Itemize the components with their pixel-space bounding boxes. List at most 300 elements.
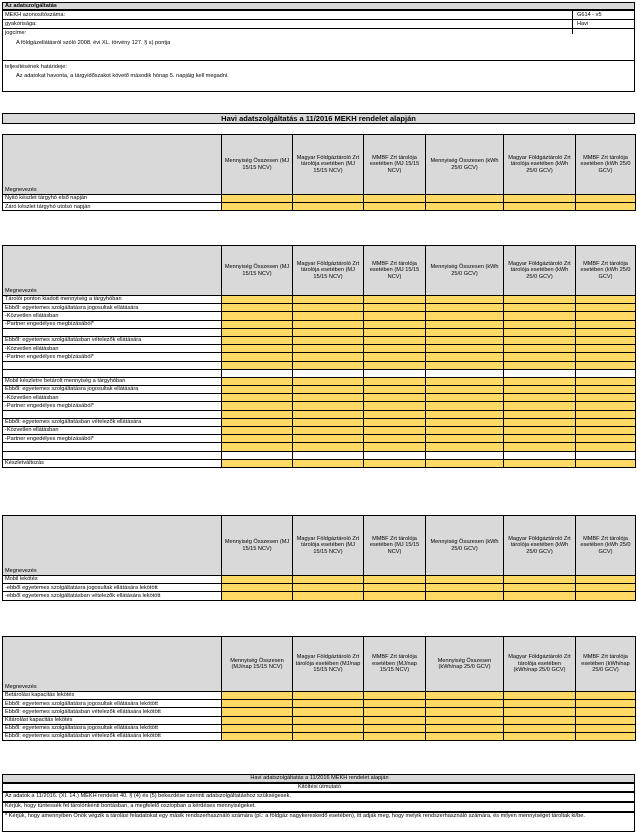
input-cell[interactable] [293,394,364,402]
input-cell[interactable] [426,459,504,467]
input-cell[interactable] [576,328,636,336]
input-cell[interactable] [364,584,426,592]
table-row [3,427,636,435]
input-cell[interactable] [426,592,504,600]
table-row [3,296,636,304]
input-cell[interactable] [293,377,364,385]
column-header: Mennyiség Összesen (MJ 15/15 NCV) [222,516,293,576]
row-label [3,443,222,451]
input-cell[interactable] [293,576,364,584]
deadline-label: teljesítésének határideje: [5,64,67,70]
input-cell[interactable] [576,732,636,740]
input-cell[interactable] [504,320,576,328]
input-cell[interactable] [222,443,293,451]
input-cell[interactable] [576,443,636,451]
column-header: Magyar Földgáztároló Zrt tárolója esetében (kWh 25/0 GCV) [504,135,576,195]
table-mobile-booking [2,515,636,601]
input-cell[interactable] [222,716,293,724]
footer-subtitle: Kitöltési útmutató [2,783,635,792]
row-label: -Közvetlen ellátásban [3,427,222,435]
input-cell[interactable] [364,320,426,328]
footer-line: Az adatok a 11/2016. (XI. 14.) MEKH rendelet 40. § (4) és (5) bekezdése szerinti adatszolgáltatáshoz szükségesek. [2,792,635,802]
table-row [3,576,636,584]
input-cell[interactable] [222,328,293,336]
input-cell[interactable] [504,576,576,584]
column-header: MMBF Zrt tárolója esetében (MJ/nap 15/15 NCV) [364,637,426,692]
row-label: Készletváltozás [3,459,222,467]
table-row [3,304,636,312]
input-cell[interactable] [504,203,576,211]
column-header: Magyar Földgáztároló Zrt tárolója esetében (MJ 15/15 NCV) [293,246,364,296]
footer-title: Havi adatszolgáltatás a 11/2016 MEKH rendelet alapján [2,774,635,783]
input-cell[interactable] [504,584,576,592]
table-row [3,418,636,426]
input-cell[interactable] [576,435,636,443]
input-cell[interactable] [426,435,504,443]
row-label: -Közvetlen ellátásban [3,345,222,353]
input-cell[interactable] [222,320,293,328]
input-cell[interactable] [364,592,426,600]
input-cell [576,451,636,459]
table-row [3,369,636,377]
input-cell[interactable] [222,345,293,353]
input-cell[interactable] [576,312,636,320]
input-cell[interactable] [222,692,293,700]
input-cell[interactable] [293,386,364,394]
name-header: Megnevezés [3,246,222,296]
input-cell[interactable] [222,377,293,385]
name-header: Megnevezés [3,516,222,576]
name-header: Megnevezés [3,637,222,692]
input-cell[interactable] [576,336,636,344]
input-cell[interactable] [364,304,426,312]
input-cell[interactable] [426,296,504,304]
table-row [3,203,636,211]
input-cell[interactable] [293,732,364,740]
input-cell[interactable] [364,410,426,418]
input-cell[interactable] [576,353,636,361]
table-capacity-booking [2,636,636,741]
input-cell[interactable] [364,353,426,361]
row-label: Ebből: egyetemes szolgáltatásra jogosultak ellátására lekötött [3,724,222,732]
input-cell[interactable] [222,386,293,394]
input-cell[interactable] [364,336,426,344]
input-cell[interactable] [293,336,364,344]
input-cell[interactable] [293,296,364,304]
input-cell [576,369,636,377]
input-cell[interactable] [293,592,364,600]
input-cell[interactable] [576,320,636,328]
input-cell[interactable] [293,418,364,426]
input-cell[interactable] [576,692,636,700]
input-cell[interactable] [293,328,364,336]
table-row [3,336,636,344]
table-row [3,353,636,361]
input-cell[interactable] [364,427,426,435]
column-header: MMBF Zrt tárolója esetében (MJ 15/15 NCV) [364,516,426,576]
footer-line: Kérjük, hogy tüntessék fel tárolónkénti bontásban, a megfelelő oszlopban a kérdéses mennyiségeket. [2,802,635,812]
column-header: Mennyiség Összesen (kWh 25/0 GCV) [426,516,504,576]
input-cell[interactable] [222,708,293,716]
input-cell[interactable] [426,361,504,369]
input-cell[interactable] [426,377,504,385]
row-label: -ebből egyetemes szolgáltatásra jogosultak ellátására lekötött [3,584,222,592]
input-cell[interactable] [293,459,364,467]
input-cell[interactable] [222,427,293,435]
input-cell[interactable] [364,418,426,426]
input-cell[interactable] [364,361,426,369]
main-title: Havi adatszolgáltatás a 11/2016 MEKH rendelet alapján [2,113,635,124]
row-label: Betárolási kapacitás lekötés [3,692,222,700]
input-cell[interactable] [222,418,293,426]
input-cell[interactable] [504,732,576,740]
row-label: -Partner engedélyes megbízásából* [3,402,222,410]
input-cell[interactable] [504,435,576,443]
divider [2,60,635,61]
input-cell[interactable] [504,394,576,402]
input-cell[interactable] [504,377,576,385]
input-cell[interactable] [576,296,636,304]
input-cell[interactable] [364,724,426,732]
input-cell[interactable] [504,312,576,320]
input-cell[interactable] [293,410,364,418]
column-header: Mennyiség Összesen (MJ 15/15 NCV) [222,135,293,195]
input-cell[interactable] [576,592,636,600]
row-label: Tárolói ponton kiadott mennyiség a tárgyhóban [3,296,222,304]
column-header: Mennyiség Összesen (MJ 15/15 NCV) [222,246,293,296]
input-cell[interactable] [293,443,364,451]
input-cell [426,369,504,377]
input-cell[interactable] [426,427,504,435]
table-row [3,377,636,385]
input-cell[interactable] [426,443,504,451]
input-cell[interactable] [364,692,426,700]
input-cell[interactable] [222,312,293,320]
input-cell[interactable] [293,312,364,320]
input-cell[interactable] [293,203,364,211]
table-row [3,584,636,592]
input-cell[interactable] [222,361,293,369]
table-row [3,592,636,600]
input-cell[interactable] [364,203,426,211]
table-row [3,708,636,716]
column-header: Mennyiség Összesen (kWh 25/0 GCV) [426,246,504,296]
input-cell[interactable] [426,716,504,724]
table-row [3,402,636,410]
row-label [3,328,222,336]
input-cell [222,451,293,459]
input-cell[interactable] [222,336,293,344]
input-cell[interactable] [222,353,293,361]
input-cell[interactable] [504,427,576,435]
table-row [3,732,636,740]
column-header: MMBF Zrt tárolója esetében (MJ 15/15 NCV) [364,246,426,296]
input-cell[interactable] [504,418,576,426]
input-cell[interactable] [426,700,504,708]
row-label: Ebből: egyetemes szolgáltatásra jogosultak ellátására lekötött [3,700,222,708]
input-cell[interactable] [222,304,293,312]
column-header: MMBF Zrt tárolója esetében (kWh 25/0 GCV) [576,516,636,576]
jog-value: A földgázellátásról szóló 2008. évi XL. törvény 127. § s) pontja [16,40,171,46]
input-cell[interactable] [426,402,504,410]
input-cell[interactable] [576,708,636,716]
input-cell[interactable] [426,410,504,418]
input-cell[interactable] [576,386,636,394]
input-cell[interactable] [576,418,636,426]
input-cell [504,369,576,377]
input-cell[interactable] [504,716,576,724]
row-label: -Partner engedélyes megbízásából* [3,353,222,361]
input-cell[interactable] [364,443,426,451]
row-label: Ebből: egyetemes szolgáltatásra jogosultak ellátására [3,386,222,394]
input-cell[interactable] [222,435,293,443]
input-cell[interactable] [222,700,293,708]
input-cell[interactable] [576,724,636,732]
input-cell [293,451,364,459]
table-row [3,312,636,320]
input-cell[interactable] [504,459,576,467]
input-cell[interactable] [222,394,293,402]
mekh-label: MEKH azonosítószáma: [5,12,66,18]
column-header: Magyar Földgáztároló Zrt tárolója esetében (kWh/nap 25/0 GCV) [504,637,576,692]
input-cell[interactable] [293,320,364,328]
input-cell[interactable] [504,700,576,708]
row-label: -Partner engedélyes megbízásából* [3,320,222,328]
column-header: MMBF Zrt tárolója esetében (kWh 25/0 GCV) [576,135,636,195]
input-cell[interactable] [293,361,364,369]
divider [2,19,635,20]
input-cell[interactable] [504,345,576,353]
input-cell[interactable] [222,203,293,211]
input-cell[interactable] [222,402,293,410]
table-row [3,716,636,724]
input-cell[interactable] [426,576,504,584]
row-label: Záró készlet tárgyhó utolsó napján [3,203,222,211]
input-cell[interactable] [504,361,576,369]
input-cell[interactable] [293,402,364,410]
row-label: Nyitó készlet tárgyhó első napján [3,195,222,203]
row-label: Kitárolási kapacitás lekötés [3,716,222,724]
table-stored-quantities [2,245,636,468]
input-cell[interactable] [426,312,504,320]
column-header: Magyar Földgáztároló Zrt tárolója esetében (kWh 25/0 GCV) [504,516,576,576]
input-cell[interactable] [222,576,293,584]
input-cell[interactable] [426,336,504,344]
input-cell[interactable] [222,724,293,732]
row-label: Ebből: egyetemes szolgáltatásban vételezők ellátására lekötött [3,732,222,740]
column-header: Magyar Földgáztároló Zrt tárolója esetében (kWh 25/0 GCV) [504,246,576,296]
input-cell[interactable] [504,724,576,732]
table-row [3,195,636,203]
input-cell[interactable] [576,394,636,402]
input-cell[interactable] [504,195,576,203]
input-cell[interactable] [576,377,636,385]
input-cell [364,451,426,459]
column-header: Mennyiség Összesen (kWh 25/0 GCV) [426,135,504,195]
row-label: -Közvetlen ellátásban [3,312,222,320]
input-cell[interactable] [364,328,426,336]
input-cell[interactable] [426,692,504,700]
row-label: -Partner engedélyes megbízásából* [3,435,222,443]
divider [572,10,573,34]
input-cell[interactable] [576,402,636,410]
input-cell[interactable] [293,584,364,592]
mekh-value: G614 - v5 [577,12,602,18]
input-cell[interactable] [576,576,636,584]
input-cell[interactable] [364,402,426,410]
input-cell[interactable] [222,584,293,592]
row-label [3,369,222,377]
column-header: Magyar Földgáztároló Zrt tárolója esetében (MJ 15/15 NCV) [293,135,364,195]
input-cell[interactable] [364,732,426,740]
table-row [3,361,636,369]
input-cell [426,451,504,459]
input-cell[interactable] [426,724,504,732]
input-cell[interactable] [576,459,636,467]
row-label: Mobil lekötés [3,576,222,584]
input-cell[interactable] [426,203,504,211]
table-row [3,328,636,336]
input-cell[interactable] [504,402,576,410]
table-row [3,724,636,732]
freq-label: gyakorisága: [5,21,37,27]
column-header: MMBF Zrt tárolója esetében (MJ 15/15 NCV) [364,135,426,195]
input-cell[interactable] [293,724,364,732]
table-row [3,700,636,708]
input-cell[interactable] [293,345,364,353]
row-label: Ebből: egyetemes szolgáltatásban vételezők ellátására [3,336,222,344]
header-box [2,10,635,92]
input-cell[interactable] [504,336,576,344]
input-cell[interactable] [222,592,293,600]
input-cell[interactable] [426,345,504,353]
input-cell[interactable] [504,592,576,600]
table-row [3,345,636,353]
input-cell[interactable] [504,410,576,418]
input-cell[interactable] [222,732,293,740]
input-cell[interactable] [426,304,504,312]
input-cell[interactable] [364,459,426,467]
input-cell[interactable] [364,576,426,584]
deadline-value: Az adatokat havonta, a tárgyidőszakot követő második hónap 5. napjáig kell megadni. [16,73,229,79]
section-title: Az adatszolgáltatás [2,2,635,10]
input-cell[interactable] [576,304,636,312]
input-cell[interactable] [222,459,293,467]
input-cell[interactable] [504,328,576,336]
input-cell[interactable] [293,716,364,724]
input-cell[interactable] [364,394,426,402]
input-cell[interactable] [576,361,636,369]
row-label [3,361,222,369]
input-cell [504,451,576,459]
row-label: Ebből: egyetemes szolgáltatásban vételezők ellátására lekötött [3,708,222,716]
input-cell[interactable] [504,692,576,700]
jog-label: jogcíme: [5,30,27,36]
input-cell[interactable] [364,708,426,716]
input-cell[interactable] [576,203,636,211]
input-cell[interactable] [576,716,636,724]
input-cell[interactable] [504,386,576,394]
row-label: -ebből egyetemes szolgáltatásban vételezők ellátására lekötött [3,592,222,600]
table-opening-closing [2,134,636,211]
table-row [3,451,636,459]
input-cell[interactable] [576,195,636,203]
name-header: Megnevezés [3,135,222,195]
input-cell[interactable] [426,394,504,402]
input-cell[interactable] [293,304,364,312]
input-cell[interactable] [293,195,364,203]
column-header: MMBF Zrt tárolója esetében (kWh/nap 25/0 GCV) [576,637,636,692]
input-cell[interactable] [222,296,293,304]
input-cell[interactable] [504,353,576,361]
input-cell[interactable] [364,345,426,353]
input-cell[interactable] [364,700,426,708]
input-cell[interactable] [576,584,636,592]
input-cell[interactable] [364,195,426,203]
footer-note: * Kérjük, hogy amennyiben Önök végzik a tárolási feladatokat egy másik rendszerhasználó számára (pl.: a földgáz nagykereskedő esetében), itt adják meg, hogy melyik rendszerhasználó számára, és milyen mennyiséget tároltak ki/be. [2,812,635,832]
input-cell[interactable] [364,296,426,304]
row-label: Ebből: egyetemes szolgáltatásban vételezők ellátására [3,418,222,426]
row-label [3,451,222,459]
table-row [3,459,636,467]
row-label: Mobil készletre betárolt mennyiség a tárgyhóban [3,377,222,385]
input-cell[interactable] [576,427,636,435]
input-cell[interactable] [576,700,636,708]
column-header: Mennyiség Összesen (MJ/nap 15/15 NCV) [222,637,293,692]
input-cell[interactable] [364,377,426,385]
input-cell[interactable] [426,708,504,716]
input-cell[interactable] [222,410,293,418]
input-cell[interactable] [576,410,636,418]
input-cell[interactable] [293,692,364,700]
input-cell[interactable] [426,328,504,336]
input-cell[interactable] [504,304,576,312]
input-cell[interactable] [504,443,576,451]
input-cell[interactable] [504,708,576,716]
input-cell[interactable] [293,353,364,361]
input-cell[interactable] [426,386,504,394]
input-cell[interactable] [293,708,364,716]
column-header: Magyar Földgáztároló Zrt tárolója esetében (MJ/nap 15/15 NCV) [293,637,364,692]
table-row [3,443,636,451]
input-cell[interactable] [426,732,504,740]
row-label: -Közvetlen ellátásban [3,394,222,402]
input-cell[interactable] [293,435,364,443]
input-cell[interactable] [576,345,636,353]
input-cell[interactable] [222,195,293,203]
input-cell[interactable] [426,353,504,361]
divider [2,28,635,29]
input-cell[interactable] [364,435,426,443]
input-cell[interactable] [426,418,504,426]
input-cell [364,369,426,377]
input-cell[interactable] [426,584,504,592]
input-cell[interactable] [293,427,364,435]
input-cell[interactable] [426,195,504,203]
column-header: Magyar Földgáztároló Zrt tárolója esetében (MJ 15/15 NCV) [293,516,364,576]
table-row [3,692,636,700]
input-cell[interactable] [504,296,576,304]
input-cell[interactable] [364,716,426,724]
table-row [3,320,636,328]
input-cell[interactable] [364,312,426,320]
table-row [3,386,636,394]
input-cell[interactable] [426,320,504,328]
input-cell [293,369,364,377]
input-cell[interactable] [364,386,426,394]
input-cell[interactable] [293,700,364,708]
table-row [3,435,636,443]
